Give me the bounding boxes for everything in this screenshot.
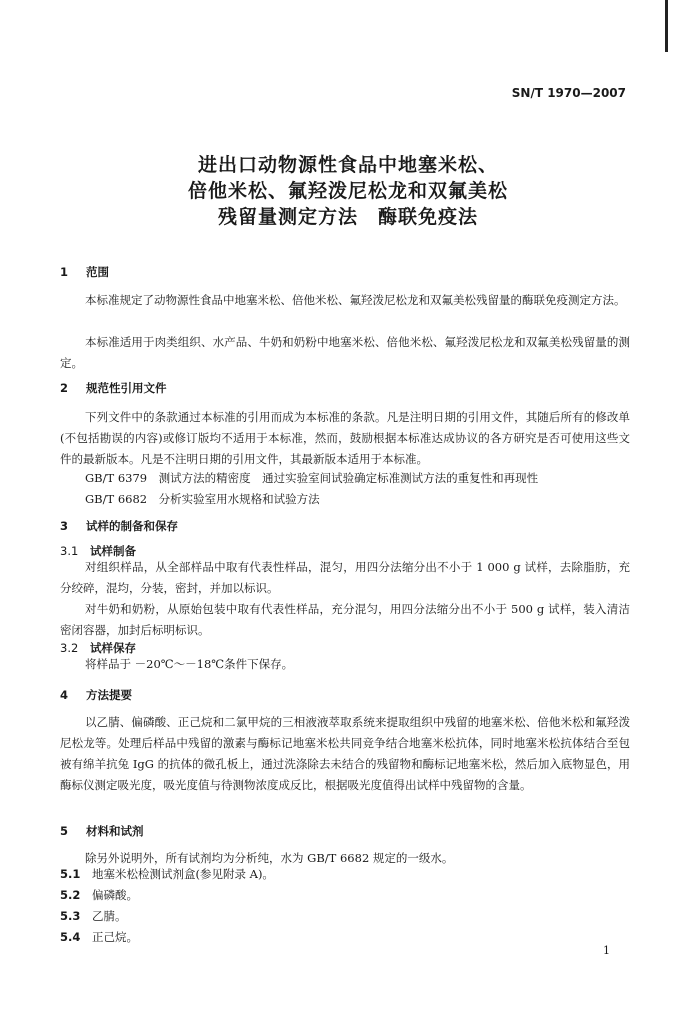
subsection-title: 试样保存 xyxy=(90,641,136,655)
item-text: 地塞米松检测试剂盒(参见附录 A)。 xyxy=(92,867,274,881)
section-number: 5 xyxy=(60,824,69,838)
item-text: 正己烷。 xyxy=(92,930,138,944)
item-number: 5.3 xyxy=(60,909,81,923)
subsection-number: 3.1 xyxy=(60,544,79,558)
section-title: 试样的制备和保存 xyxy=(86,519,178,533)
section-number: 4 xyxy=(60,688,69,702)
section-number: 1 xyxy=(60,265,69,279)
list-item xyxy=(60,908,127,924)
scan-edge-mark xyxy=(665,0,668,52)
section-4-heading xyxy=(60,687,132,703)
section-1-paragraph-2: 本标准适用于肉类组织、水产品、牛奶和奶粉中地塞米松、倍他米松、氟羟泼尼松龙和双氟美松残留量的测定。 xyxy=(60,335,630,370)
subsection-3-2-paragraph-1: 将样品于 －20℃～－18℃条件下保存。 xyxy=(85,657,294,671)
section-5-heading xyxy=(60,823,144,839)
section-2-heading xyxy=(60,380,167,396)
section-3-heading xyxy=(60,518,178,534)
item-text: 乙腈。 xyxy=(92,909,127,923)
subsection-title: 试样制备 xyxy=(90,544,136,558)
section-5-paragraph-1: 除另外说明外，所有试剂均为分析纯，水为 GB/T 6682 规定的一级水。 xyxy=(85,851,454,865)
section-1-heading xyxy=(60,264,109,280)
page-number: 1 xyxy=(603,944,610,957)
section-2-paragraph-1: 下列文件中的条款通过本标准的引用而成为本标准的条款。凡是注明日期的引用文件，其随后所有的修改单(不包括勘误的内容)或修订版均不适用于本标准，然而，鼓励根据本标准达成协议的各方研究是否可使用这些文件的最新版本。凡是不注明日期的引用文件，其最新版本适用于本标准。 xyxy=(60,410,630,466)
title-line-2: 倍他米松、氟羟泼尼松龙和双氟美松 xyxy=(187,180,508,202)
section-number: 3 xyxy=(60,519,69,533)
list-item xyxy=(60,866,274,882)
section-title: 材料和试剂 xyxy=(86,824,144,838)
list-item xyxy=(60,887,138,903)
list-item xyxy=(60,929,138,945)
subsection-3-1-paragraph-2: 对牛奶和奶粉，从原始包装中取有代表性样品，充分混匀，用四分法缩分出不小于 500 g 试样，装入清洁密闭容器，加封后标明标识。 xyxy=(60,602,630,637)
item-number: 5.4 xyxy=(60,930,81,944)
section-title: 方法提要 xyxy=(86,688,132,702)
item-number: 5.2 xyxy=(60,888,81,902)
section-number: 2 xyxy=(60,381,69,395)
section-title: 范围 xyxy=(86,265,109,279)
standard-number: SN/T 1970—2007 xyxy=(511,86,626,100)
item-text: 偏磷酸。 xyxy=(92,888,138,902)
subsection-3-1-paragraph-1: 对组织样品，从全部样品中取有代表性样品，混匀，用四分法缩分出不小于 1 000 g 试样，去除脂肪，充分绞碎，混均，分装，密封，并加以标识。 xyxy=(60,560,630,595)
section-1-paragraph-1: 本标准规定了动物源性食品中地塞米松、倍他米松、氟羟泼尼松龙和双氟美松残留量的酶联免疫测定方法。 xyxy=(85,293,626,307)
reference-gbt-6682: GB/T 6682 分析实验室用水规格和试验方法 xyxy=(85,492,320,506)
section-title: 规范性引用文件 xyxy=(86,381,167,395)
item-number: 5.1 xyxy=(60,867,81,881)
title-line-1: 进出口动物源性食品中地塞米松、 xyxy=(197,154,498,176)
reference-gbt-6379: GB/T 6379 测试方法的精密度 通过实验室间试验确定标准测试方法的重复性和再现性 xyxy=(85,471,539,485)
subsection-number: 3.2 xyxy=(60,641,79,655)
section-4-paragraph-1: 以乙腈、偏磷酸、正己烷和二氯甲烷的三相液液萃取系统来提取组织中残留的地塞米松、倍他米松和氟羟泼尼松龙等。处理后样品中残留的激素与酶标记地塞米松共同竞争结合地塞米松抗体，同时地塞米松抗体结合至包被有绵羊抗兔 IgG 的抗体的微孔板上，通过洗涤除去未结合的残留物和酶标记地塞米松，然后加入底物显色，用酶标仪测定吸光度，吸光度值与待测物浓度成反比，根据吸光度值得出试样中残留物的含量。 xyxy=(60,715,630,792)
title-line-3: 残留量测定方法 酶联免疫法 xyxy=(217,206,478,228)
